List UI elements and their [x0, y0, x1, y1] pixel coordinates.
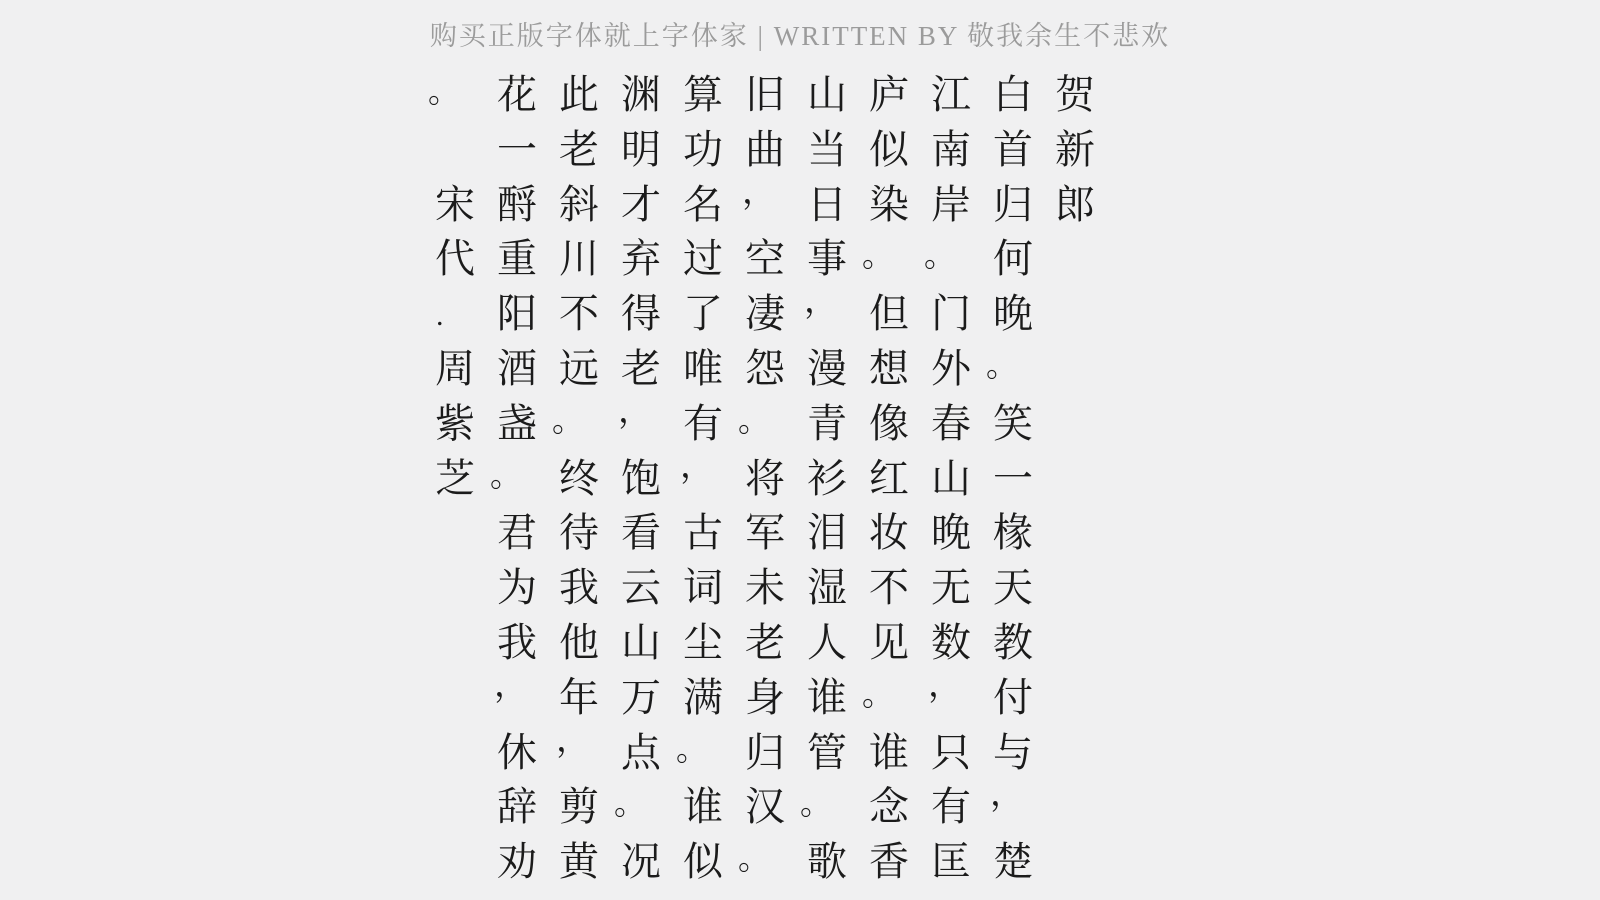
- poem-char: 功: [683, 126, 723, 172]
- poem-column-4: [858, 68, 920, 890]
- watermark-banner: 购买正版字体就上字体家 | WRITTEN BY 敬我余生不悲欢: [429, 21, 1171, 51]
- poem-char: 有: [931, 784, 971, 830]
- poem-char: 盏: [497, 400, 537, 446]
- poem-char: 尘: [683, 619, 723, 665]
- poem-char: 。: [800, 785, 833, 822]
- poem-column-9: [548, 68, 610, 890]
- poem-char: 数: [931, 619, 971, 665]
- poem-char: ，: [618, 392, 652, 430]
- poem-char: 管: [807, 729, 847, 775]
- poem-char: 花: [497, 72, 537, 117]
- poem-char: 想: [869, 345, 909, 391]
- poem-char: 点: [621, 729, 661, 775]
- poem-char: 新: [1055, 126, 1095, 172]
- poem-char: 紫: [435, 400, 475, 446]
- poem-char: 汉: [745, 784, 785, 830]
- poem-char: 染: [869, 181, 909, 227]
- poem-char: 漫: [807, 345, 847, 391]
- poem-char: 。: [552, 401, 585, 438]
- poem-char: 过: [683, 236, 723, 282]
- poem-char: 重: [497, 236, 537, 282]
- poem-char: 渊: [621, 72, 661, 117]
- poem-char: 老: [559, 126, 599, 172]
- poem-char: 庐: [869, 72, 909, 117]
- poem-char: 我: [559, 565, 599, 611]
- poem-column-10: [486, 68, 548, 890]
- poem-char: 一: [497, 126, 537, 172]
- poem-char: 春: [931, 400, 971, 446]
- poem-empty-cell: [424, 671, 486, 726]
- poem-char: 江: [931, 72, 971, 117]
- poem-char: ，: [804, 283, 838, 321]
- poem-char: 天: [993, 565, 1033, 611]
- poem-empty-cell: [1044, 726, 1106, 781]
- poem-empty-cell: [1044, 835, 1106, 890]
- poem-empty-cell: [1044, 342, 1106, 397]
- poem-char: 唯: [683, 345, 723, 391]
- poem-char: 。: [428, 73, 461, 109]
- poem-char: 凄: [745, 291, 785, 337]
- poem-char: 郎: [1055, 181, 1095, 227]
- poem-char: 酹: [497, 181, 537, 227]
- poem-empty-cell: [1044, 397, 1106, 452]
- poem-title-column: [1044, 68, 1106, 890]
- poem-char: 周: [435, 345, 475, 391]
- poem-char: 山: [621, 619, 661, 665]
- poem-char: 贺: [1055, 72, 1095, 117]
- poem-char: 山: [807, 72, 847, 117]
- poem-char: 空: [745, 236, 785, 282]
- poem-char: 阳: [497, 291, 537, 337]
- poem-empty-cell: [424, 506, 486, 561]
- poem-char: .: [436, 299, 444, 333]
- poem-char: 。: [738, 401, 771, 438]
- poem-char: 晚: [931, 510, 971, 556]
- poem-char: 为: [497, 565, 537, 611]
- poem-empty-cell: [424, 616, 486, 671]
- poem-char: 教: [993, 619, 1033, 665]
- poem-char: 何: [993, 236, 1033, 282]
- poem-empty-cell: [1044, 671, 1106, 726]
- poem-char: 。: [676, 730, 709, 767]
- poem-char: 剪: [559, 784, 599, 830]
- poem-char: 身: [745, 674, 785, 720]
- poem-char: 只: [931, 729, 971, 775]
- poem-char: 看: [621, 510, 661, 556]
- poem-column-5: [796, 68, 858, 890]
- poem-column-6: [734, 68, 796, 890]
- poem-char: 酒: [497, 345, 537, 391]
- poem-char: ，: [742, 173, 776, 211]
- poem-char: 才: [621, 181, 661, 227]
- poem-char: 云: [621, 565, 661, 611]
- poem-char: 将: [745, 455, 785, 501]
- poem-char: 饱: [621, 455, 661, 501]
- poem-char: 斜: [559, 181, 599, 227]
- poem-char: 有: [683, 400, 723, 446]
- poem-empty-cell: [424, 123, 486, 178]
- poem-column-2: [982, 68, 1044, 890]
- poem-char: 。: [862, 675, 895, 712]
- poem-char: 弃: [621, 236, 661, 282]
- poem-char: 老: [745, 619, 785, 665]
- poem-char: 楚: [993, 839, 1033, 885]
- poem-author-column: [424, 68, 486, 890]
- poem-char: 。: [862, 237, 895, 274]
- poem-char: 军: [745, 510, 785, 556]
- poem-char: 似: [869, 126, 909, 172]
- poem-char: 旧: [745, 72, 785, 117]
- poem-char: 。: [614, 785, 647, 822]
- poem-char: 了: [683, 291, 723, 337]
- poem-char: 。: [924, 237, 957, 274]
- poem-char: 劝: [497, 839, 537, 885]
- poem-char: 明: [621, 126, 661, 172]
- poem-char: 。: [490, 456, 523, 493]
- poem-empty-cell: [1044, 287, 1106, 342]
- poem-char: 芝: [435, 455, 475, 501]
- poem-char: 终: [559, 455, 599, 501]
- poem-char: 山: [931, 455, 971, 501]
- poem-char: 老: [621, 345, 661, 391]
- poem-char: 古: [683, 510, 723, 556]
- poem-char: ，: [928, 666, 962, 704]
- poem-char: 我: [497, 619, 537, 665]
- poem-char: 无: [931, 565, 971, 611]
- poem-column-7: [672, 68, 734, 890]
- poem-empty-cell: [1044, 616, 1106, 671]
- poem-char: 代: [435, 236, 475, 282]
- poem-empty-cell: [1044, 506, 1106, 561]
- poem-char: 人: [807, 619, 847, 665]
- poem-char: 辞: [497, 784, 537, 830]
- poem-char: 晚: [993, 291, 1033, 337]
- poem-char: 得: [621, 291, 661, 337]
- poem-char: 满: [683, 674, 723, 720]
- poem-char: 笑: [993, 400, 1033, 446]
- poem-char: 青: [807, 400, 847, 446]
- poem-char: 他: [559, 619, 599, 665]
- poem-char: 衫: [807, 455, 847, 501]
- poem-char: 妆: [869, 510, 909, 556]
- poem-char: 歌: [807, 839, 847, 885]
- poem-char: 香: [869, 839, 909, 885]
- poem-char: 椽: [993, 510, 1033, 556]
- poem-char: 与: [993, 729, 1033, 775]
- poem-char: 。: [986, 346, 1019, 383]
- poem-char: 事: [807, 236, 847, 282]
- poem-char: 宋: [435, 181, 475, 227]
- poem-char: 一: [993, 455, 1033, 501]
- poem-char: ，: [990, 776, 1024, 814]
- poem-char: 休: [497, 729, 537, 775]
- poem-char: 像: [869, 400, 909, 446]
- poem-char: 黄: [559, 839, 599, 885]
- poem-char: 年: [559, 674, 599, 720]
- poem-char: 湿: [807, 565, 847, 611]
- poem-column-3: [920, 68, 982, 890]
- poem-char: 词: [683, 565, 723, 611]
- poem-char: 红: [869, 455, 909, 501]
- poem-empty-cell: [424, 780, 486, 835]
- poem-char: 谁: [869, 729, 909, 775]
- poem-char: ，: [556, 721, 590, 759]
- poem-char: ，: [680, 447, 714, 485]
- poem-char: 谁: [683, 784, 723, 830]
- poem-char: 川: [559, 236, 599, 282]
- poem-char: 岸: [931, 181, 971, 227]
- poem-char: 归: [745, 729, 785, 775]
- poem-char: 日: [807, 181, 847, 227]
- poem-empty-cell: [1044, 232, 1106, 287]
- poem-empty-cell: [424, 835, 486, 890]
- poem-char: 谁: [807, 674, 847, 720]
- poem-empty-cell: [1044, 780, 1106, 835]
- poem-char: 待: [559, 510, 599, 556]
- poem-grid: [424, 68, 1106, 890]
- poem-char: 算: [683, 72, 723, 117]
- poem-char: 外: [931, 345, 971, 391]
- poem-char: ，: [494, 666, 528, 704]
- poem-char: 万: [621, 674, 661, 720]
- poem-empty-cell: [1044, 561, 1106, 616]
- poem-empty-cell: [1044, 452, 1106, 507]
- poem-char: 远: [559, 345, 599, 391]
- poem-char: 首: [993, 126, 1033, 172]
- poem-char: 。: [738, 840, 771, 877]
- poem-char: 当: [807, 126, 847, 172]
- poem-char: 况: [621, 839, 661, 885]
- poem-char: 似: [683, 839, 723, 885]
- poem-char: 门: [931, 291, 971, 337]
- poem-char: 此: [559, 72, 599, 117]
- poem-char: 不: [869, 565, 909, 611]
- poem-char: 但: [869, 291, 909, 337]
- poem-char: 匡: [931, 839, 971, 885]
- poem-char: 不: [559, 291, 599, 337]
- poem-char: 念: [869, 784, 909, 830]
- poem-empty-cell: [424, 726, 486, 781]
- poem-char: 付: [993, 674, 1033, 720]
- poem-char: 白: [993, 72, 1033, 117]
- poem-char: 未: [745, 565, 785, 611]
- poem-char: 怨: [745, 345, 785, 391]
- poem-char: 归: [993, 181, 1033, 227]
- poem-column-8: [610, 68, 672, 890]
- poem-char: 见: [869, 619, 909, 665]
- poem-char: 南: [931, 126, 971, 172]
- poem-char: 名: [683, 181, 723, 227]
- poem-char: 泪: [807, 510, 847, 556]
- poem-char: 君: [497, 510, 537, 556]
- poem-empty-cell: [424, 561, 486, 616]
- poem-char: 曲: [745, 126, 785, 172]
